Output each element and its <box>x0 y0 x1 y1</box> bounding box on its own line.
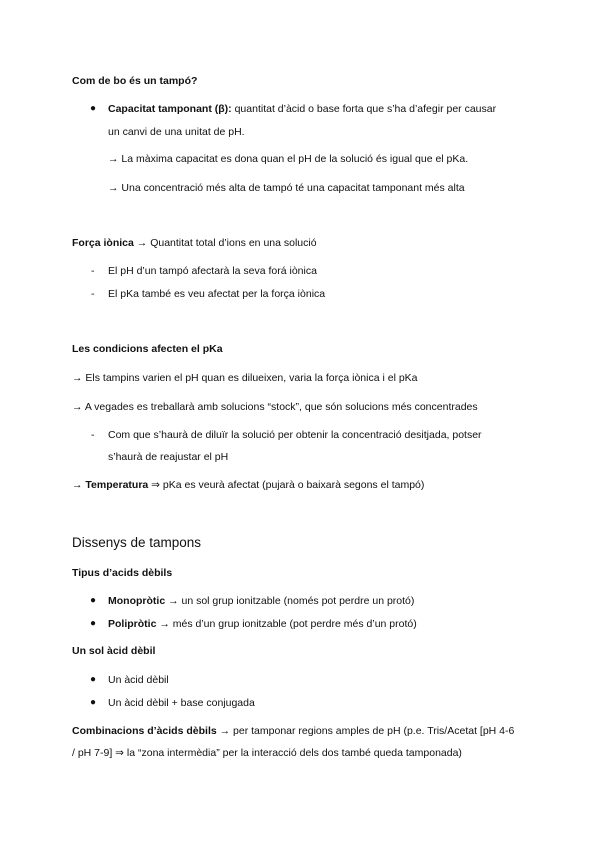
single-acid-item-2: Un àcid dèbil + base conjugada <box>108 697 255 709</box>
bullet-icon: ● <box>90 595 97 606</box>
buffer-capacity-label: Capacitat tamponant (β): <box>108 103 232 115</box>
dash-icon: - <box>91 265 95 277</box>
polyprotic-label: Polipròtic <box>108 618 157 630</box>
monoprotic-text: → un sol grup ionitzable (només pot perdre un protó) <box>168 595 415 607</box>
monoprotic-label: Monopròtic <box>108 595 166 607</box>
stock-solutions-note: → A vegades es treballarà amb solucions “stock”, que són solucions més concentrades <box>72 401 478 413</box>
buffer-design-heading: Dissenys de tampons <box>72 535 202 550</box>
buffer-capacity-text-cont: un canvi de una unitat de pH. <box>108 126 245 138</box>
buffer-capacity-text: quantitat d’àcid o base forta que s’ha d’afegir per causar <box>234 103 497 115</box>
bullet-icon: ● <box>90 697 97 708</box>
ionic-strength-item-1: El pH d’un tampó afectarà la seva forá iònica <box>108 265 317 277</box>
single-weak-acid-title: Un sol àcid dèbil <box>72 645 156 657</box>
temperature-text: ⇒ pKa es veurà afectat (pujarà o baixarà segons el tampó) <box>151 479 425 491</box>
weak-acid-combinations <box>72 724 514 738</box>
temperature-note <box>72 478 424 492</box>
section-title-buffer-quality: Com de bo és un tampó? <box>72 75 198 87</box>
concentration-note: → Una concentració més alta de tampó té una capacitat tamponant més alta <box>108 182 465 194</box>
combinations-label: Combinacions d’àcids dèbils <box>72 725 217 737</box>
ionic-strength-definition: → Quantitat total d’ions en una solució <box>136 237 317 249</box>
weak-acid-types-title: Tipus d’acids dèbils <box>72 567 173 579</box>
buffer-capacity-item <box>108 102 496 116</box>
ionic-strength-item-2: El pKa també es veu afectat per la força iònica <box>108 288 326 300</box>
monoprotic-item <box>108 594 414 608</box>
dash-icon: - <box>91 429 95 441</box>
dash-icon: - <box>91 288 95 300</box>
single-acid-item-1: Un àcid dèbil <box>108 674 169 686</box>
polyprotic-text: → més d’un grup ionitzable (pot perdre més d’un protó) <box>159 618 417 630</box>
combinations-text-cont: / pH 7-9] ⇒ la “zona intermèdia” per la interacció dels dos també queda tamponada) <box>72 747 462 759</box>
dilute-note-cont: s’haurà de reajustar el pH <box>108 451 229 463</box>
dilute-note: Com que s’haurà de diluïr la solució per obtenir la concentració desitjada, potser <box>108 429 482 441</box>
bullet-icon: ● <box>90 103 97 114</box>
ionic-strength-title: Força iònica <box>72 237 134 249</box>
pka-conditions-title: Les condicions afecten el pKa <box>72 343 223 355</box>
bullet-icon: ● <box>90 674 97 685</box>
temperature-arrow: → <box>72 479 83 491</box>
ionic-strength-heading <box>72 236 317 250</box>
polyprotic-item <box>108 617 417 631</box>
combinations-text: → per tamponar regions amples de pH (p.e. Tris/Acetat [pH 4-6 <box>219 725 515 737</box>
dilution-note: → Els tampins varien el pH quan es dilueixen, varia la força iònica i el pKa <box>72 372 418 384</box>
temperature-label: Temperatura <box>85 479 149 491</box>
max-capacity-note: → La màxima capacitat es dona quan el pH de la solució és igual que el pKa. <box>108 153 469 165</box>
bullet-icon: ● <box>90 618 97 629</box>
